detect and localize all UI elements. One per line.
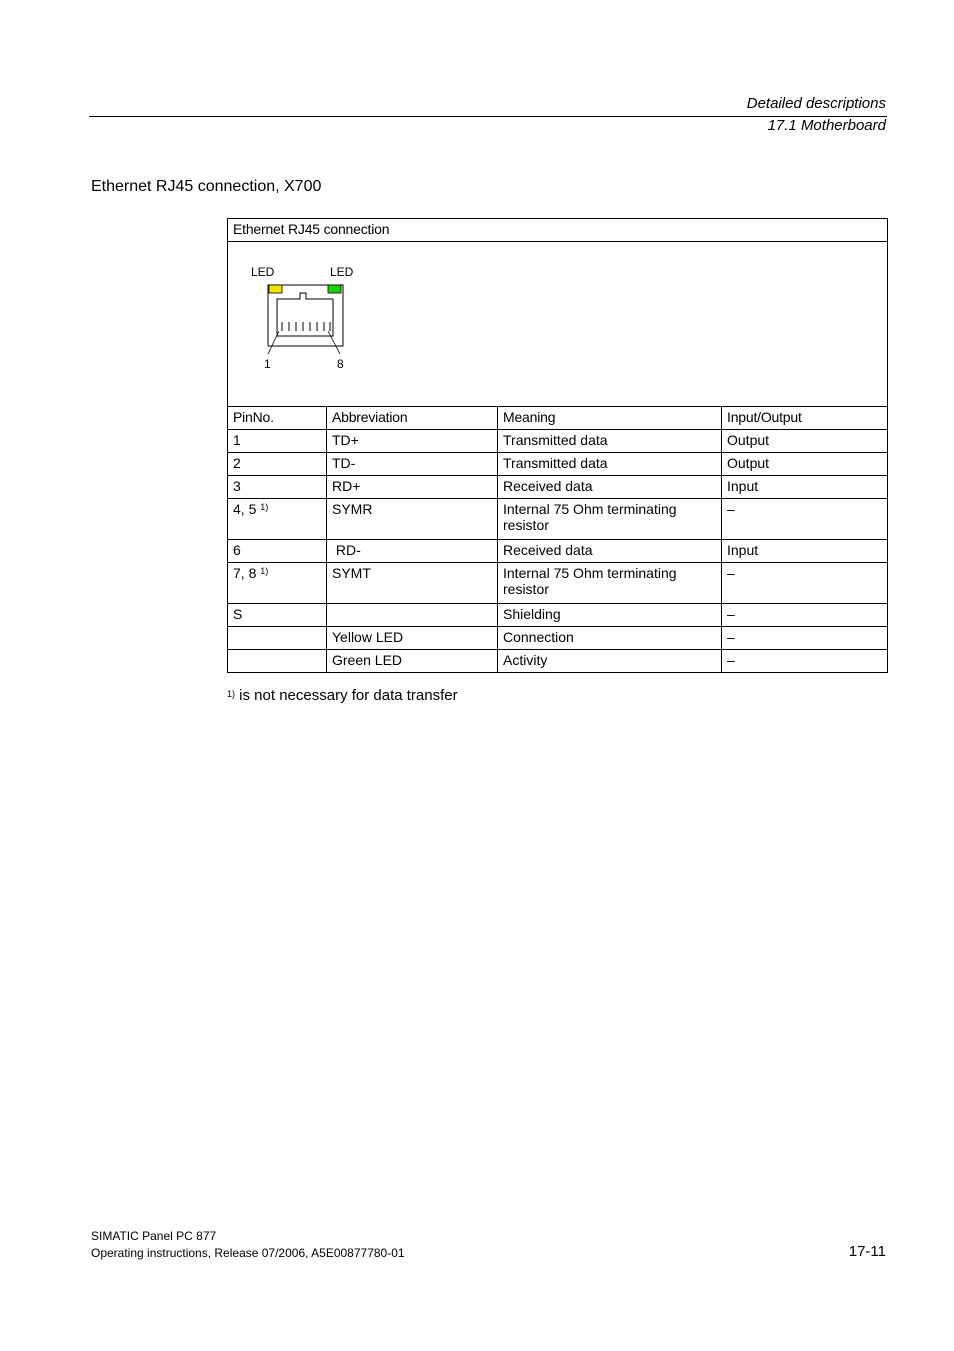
cell-pin	[228, 499, 327, 540]
col-header-abbreviation: Abbreviation	[327, 407, 498, 430]
cell-abbreviation: TD+	[327, 430, 498, 453]
cell-meaning: Connection	[498, 627, 722, 650]
cell-abbreviation: TD-	[327, 453, 498, 476]
table-title: Ethernet RJ45 connection	[228, 219, 888, 242]
pin-text: 7, 8	[233, 565, 257, 581]
rj45-socket-diagram	[248, 260, 388, 400]
cell-io: –	[722, 650, 888, 673]
footnote-marker: 1)	[260, 566, 269, 576]
cell-meaning: Transmitted data	[498, 453, 722, 476]
cell-abbreviation: SYMR	[327, 499, 498, 540]
col-header-io: Input/Output	[722, 407, 888, 430]
led-left-label: LED	[251, 265, 275, 279]
table-row	[228, 453, 888, 476]
yellow-led-icon	[269, 285, 282, 293]
col-header-pin: PinNo.	[228, 407, 327, 430]
cell-abbreviation: SYMT	[327, 563, 498, 604]
cell-meaning: Received data	[498, 476, 722, 499]
page-number: 17-11	[848, 1243, 886, 1260]
col-header-meaning: Meaning	[498, 407, 722, 430]
pin-8-leader	[328, 331, 340, 354]
pin-8-label: 8	[337, 357, 344, 371]
cell-pin: 2	[228, 453, 327, 476]
pin-1-label: 1	[264, 357, 271, 371]
table-row	[228, 540, 888, 563]
cell-abbreviation: Yellow LED	[327, 627, 498, 650]
table-row	[228, 627, 888, 650]
footer-document: Operating instructions, Release 07/2006, A5E00877780-01	[91, 1246, 405, 1260]
cell-abbreviation: RD-	[327, 540, 498, 563]
led-right-label: LED	[330, 265, 354, 279]
cell-pin	[228, 627, 327, 650]
table-row	[228, 430, 888, 453]
cell-pin: 6	[228, 540, 327, 563]
cell-io: Output	[722, 430, 888, 453]
footnote-marker: 1)	[260, 502, 269, 512]
cell-abbreviation: Green LED	[327, 650, 498, 673]
table-row	[228, 650, 888, 673]
table-row	[228, 604, 888, 627]
cell-io: –	[722, 627, 888, 650]
table-row	[228, 499, 888, 540]
cell-pin: S	[228, 604, 327, 627]
cell-io: Input	[722, 540, 888, 563]
cell-io: –	[722, 499, 888, 540]
green-led-icon	[328, 285, 341, 293]
socket-opening	[277, 293, 333, 336]
cell-meaning: Transmitted data	[498, 430, 722, 453]
cell-meaning: Shielding	[498, 604, 722, 627]
cell-io: –	[722, 604, 888, 627]
cell-abbreviation: RD+	[327, 476, 498, 499]
contact-pins	[282, 322, 330, 331]
table-header-row	[228, 407, 888, 430]
footer-product: SIMATIC Panel PC 877	[91, 1229, 217, 1243]
pin-text: 4, 5	[233, 501, 257, 517]
cell-abbreviation	[327, 604, 498, 627]
pin-table	[227, 218, 888, 673]
section-title: Ethernet RJ45 connection, X700	[91, 178, 322, 195]
cell-meaning: Activity	[498, 650, 722, 673]
footnote-text: is not necessary for data transfer	[235, 687, 458, 704]
table-row	[228, 563, 888, 604]
cell-meaning: Received data	[498, 540, 722, 563]
cell-meaning: Internal 75 Ohm terminating resistor	[498, 563, 722, 604]
cell-io: Input	[722, 476, 888, 499]
cell-pin: 3	[228, 476, 327, 499]
footnote	[227, 687, 458, 705]
rj45-diagram-cell	[228, 242, 888, 407]
pin-1-leader	[268, 331, 279, 354]
table-row	[228, 476, 888, 499]
cell-meaning: Internal 75 Ohm terminating resistor	[498, 499, 722, 540]
cell-io: Output	[722, 453, 888, 476]
header-section: 17.1 Motherboard	[767, 117, 886, 134]
header-chapter: Detailed descriptions	[746, 95, 886, 112]
cell-pin	[228, 563, 327, 604]
cell-pin	[228, 650, 327, 673]
cell-io: –	[722, 563, 888, 604]
cell-pin: 1	[228, 430, 327, 453]
footnote-marker: 1)	[227, 689, 236, 699]
